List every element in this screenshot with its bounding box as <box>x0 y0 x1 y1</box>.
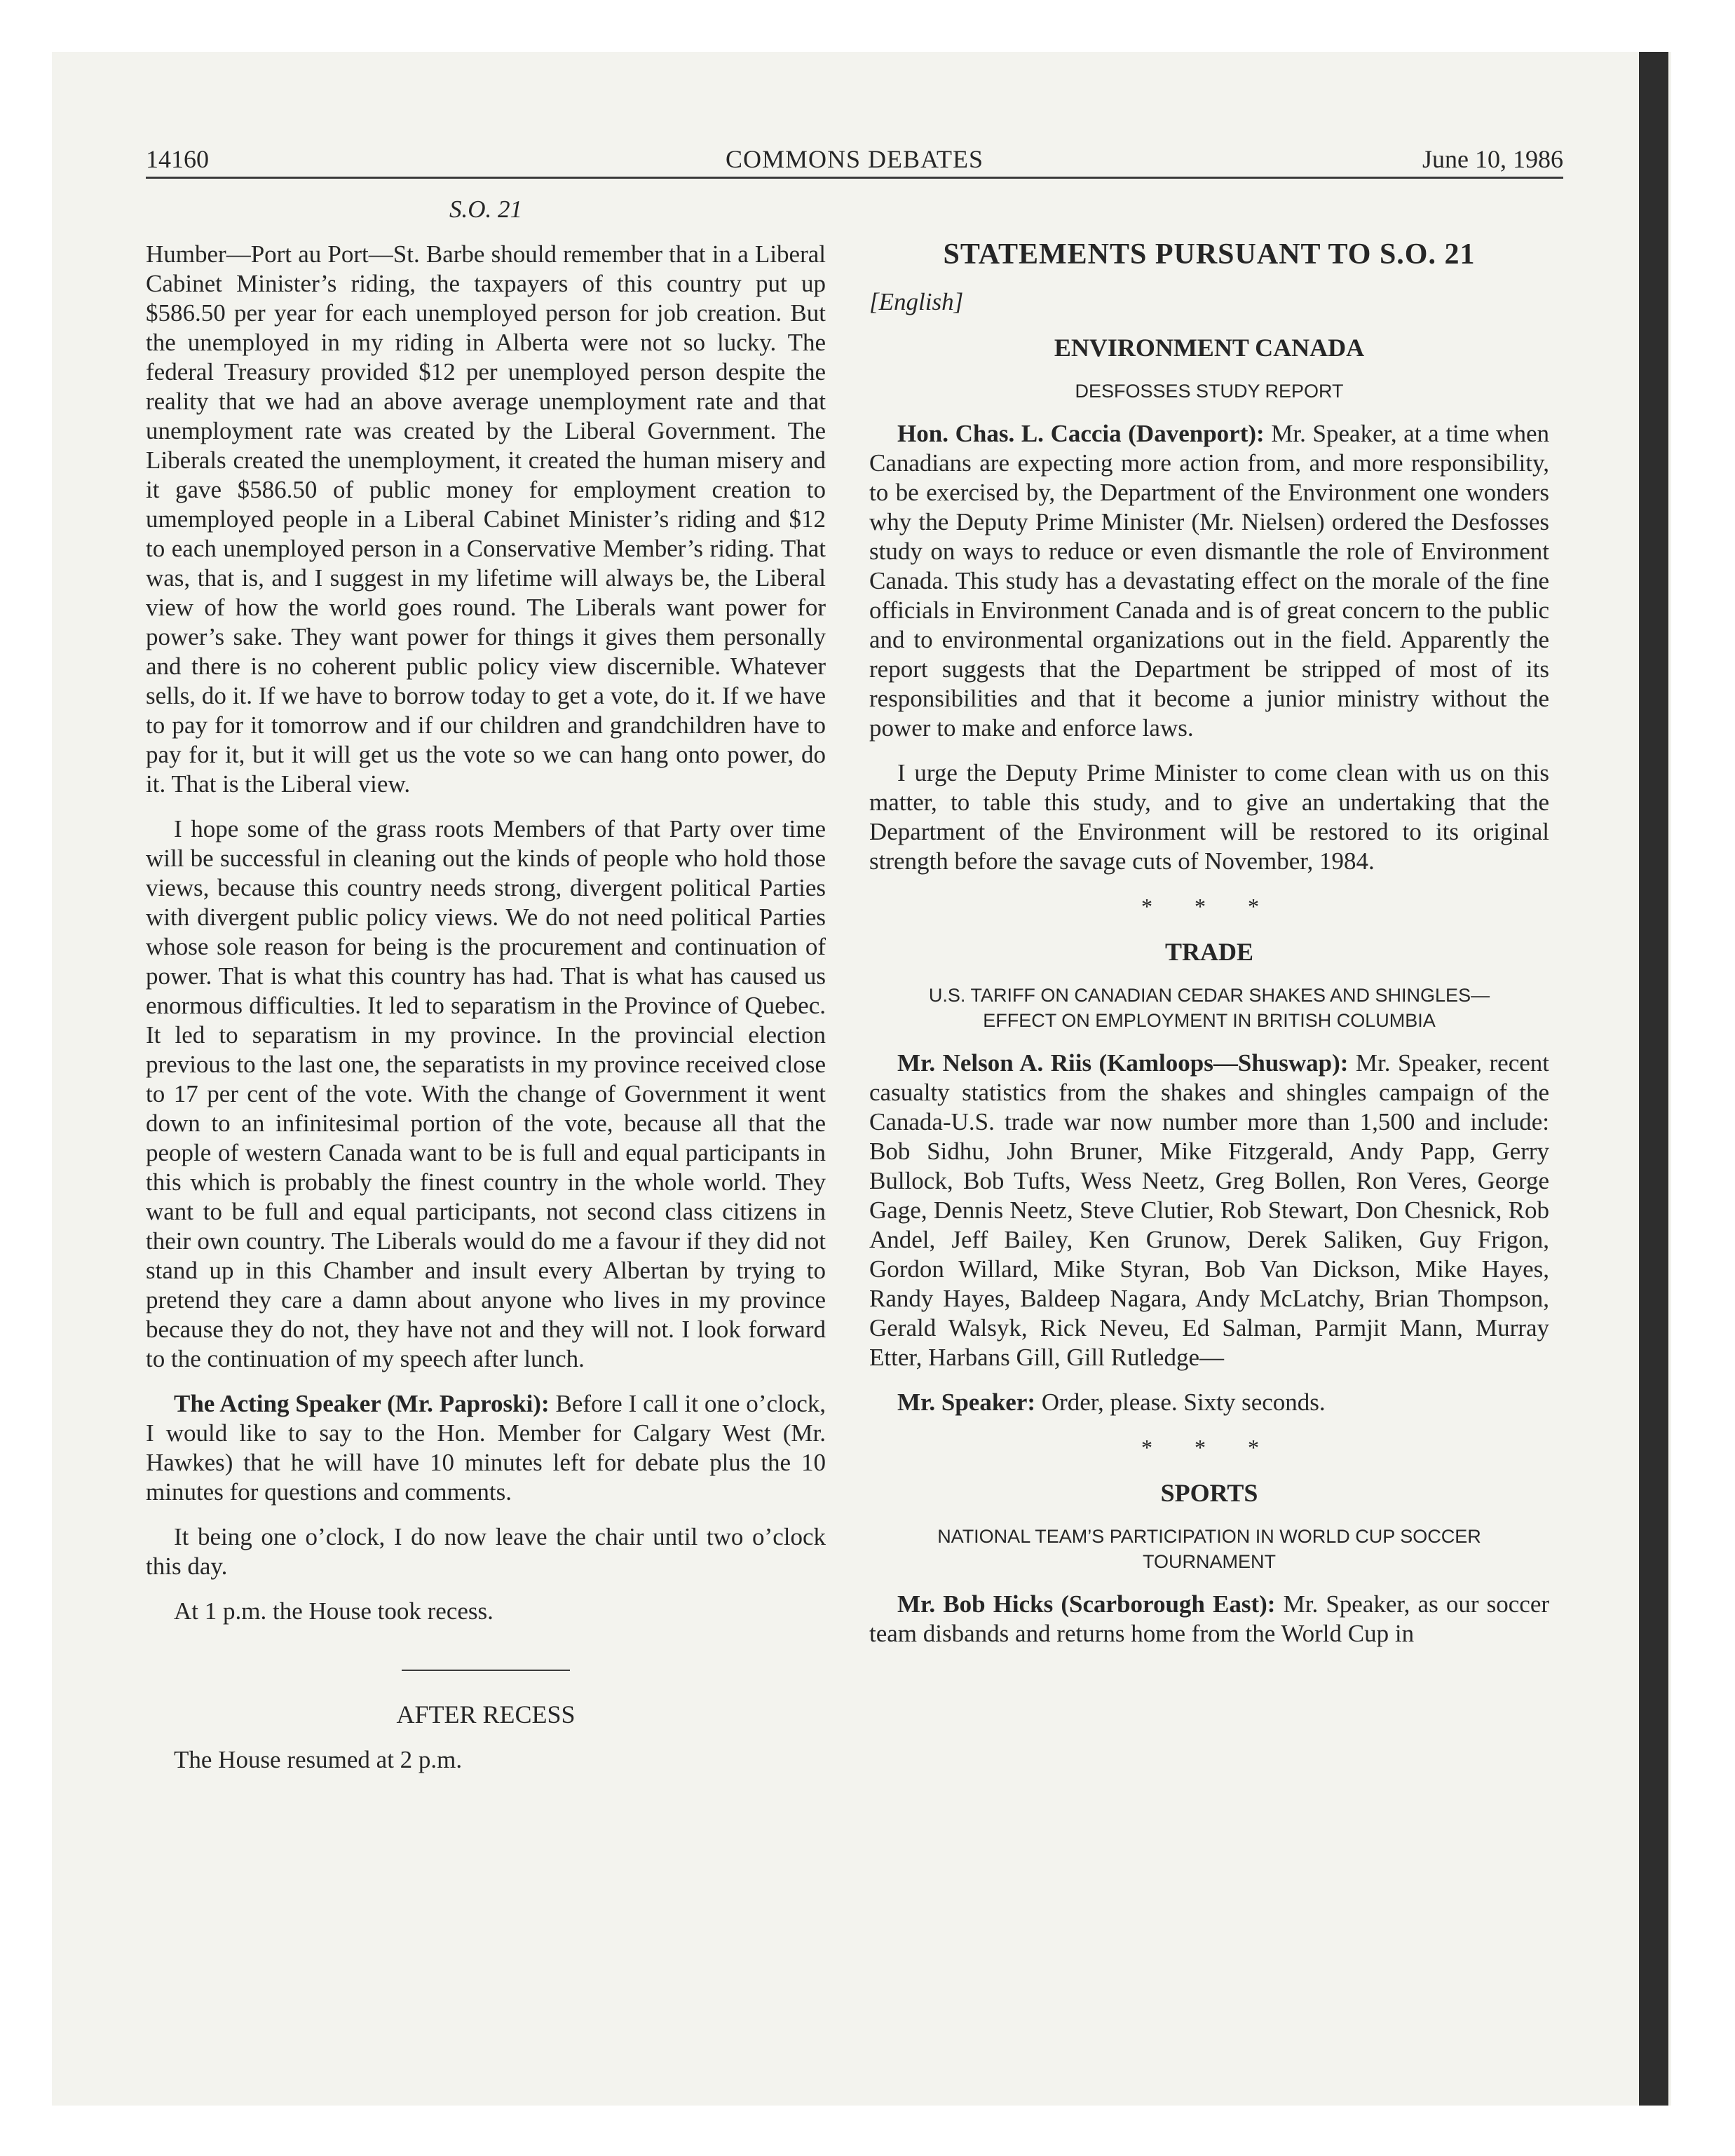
trade-subheading <box>869 983 1549 1033</box>
sports-heading: SPORTS <box>1160 1479 1258 1507</box>
speaker-name: The Acting Speaker (Mr. Paproski): <box>174 1390 550 1417</box>
paragraph: It being one o’clock, I do now leave the chair until two o’clock this day. <box>146 1523 826 1580</box>
paragraph-acting-speaker <box>146 1389 826 1507</box>
separator-asterisks: * * * <box>1141 894 1277 919</box>
paragraph-recess: At 1 p.m. the House took recess. <box>174 1597 494 1625</box>
page-header <box>146 144 1563 175</box>
subheading-line: EFFECT ON EMPLOYMENT IN BRITISH COLUMBIA <box>983 1010 1436 1031</box>
paragraph-resumed: The House resumed at 2 p.m. <box>174 1746 463 1773</box>
running-head: S.O. 21 <box>449 196 523 223</box>
speech-text: Mr. Speaker, recent casualty statistics from the shakes and shingles campaign of the Canada-U.S. trade war now number more than 1,500 and include: Bob Sidhu, John Bruner, Mike Fitzgerald, Andy Papp, Gerry Bullock, Bob Tufts, Wess Neetz, Greg Bollen, Ron Veres, George Gage, Dennis Neetz, Steve Clutier, Rob Stewart, Don Chesnick, Rob Andel, Jeff Bailey, Ken Grunow, Derek Saliken, Guy Frigon, Gordon Willard, Mike Styran, Bob Van Dickson, Mike Hayes, Randy Hayes, Baldeep Nagara, Andy McLatchy, Brian Thompson, Gerald Walsyk, Rick Neveu, Ed Salman, Parmjit Mann, Murray Etter, Harbans Gill, Gill Rutledge— <box>869 1049 1549 1371</box>
speech-text: Mr. Speaker, at a time when Canadians are expecting more action from, and more responsibility, to be exercised by, the Department of the Environment one wonders why the Deputy Prime Minister (Mr. Nielsen) ordered the Desfosses study on ways to reduce or even dismantle the role of Environment Canada. This study has a devastating effect on the morale of the fine officials in Environment Canada and is of great concern to the public and to environmental organizations out in the field. Apparently the report suggests that the Department be stripped of most of its responsibilities and that it become a junior ministry without the power to make and enforce laws. <box>869 420 1549 742</box>
trade-heading: TRADE <box>1164 938 1254 966</box>
subheading-line: U.S. TARIFF ON CANADIAN CEDAR SHAKES AND SHINGLES— <box>928 985 1490 1006</box>
speech-text: Order, please. Sixty seconds. <box>1035 1389 1326 1416</box>
paragraph: I hope some of the grass roots Members of that Party over time will be successful in cleaning out the kinds of people who hold those views, because this country needs strong, divergent political Parties with divergent public policy views. We do not need political Parties whose sole reason for being is the procurement and continuation of power. That is what this country has had. That is what has caused us enormous difficulties. It led to separatism in the Province of Quebec. It led to separatism in my province. In the provincial election previous to the last one, the separatists in my province received close to 17 per cent of the vote. With the change of Government it went down to an infinitesimal portion of the vote, because all that the people of western Canada want to be is full and equal participants in this which is probably the finest country in the whole world. They want to be full and equal participants, not second class citizens in their own country. The Liberals would do me a favour if they did not stand up in this Chamber and insult every Albertan by trying to pretend they care a damn about anyone who lives in my province because they do not, they have not and they will not. I look forward to the continuation of my speech after lunch. <box>146 815 826 1372</box>
sports-subheading <box>869 1524 1549 1574</box>
section-title: STATEMENTS PURSUANT TO S.O. 21 <box>943 238 1476 271</box>
paragraph-caccia <box>869 419 1549 743</box>
speech-text: Mr. Speaker, as our soccer team disbands and returns home from the World Cup in <box>869 1590 1550 1647</box>
publication-title: COMMONS DEBATES <box>725 145 984 173</box>
speaker-name: Hon. Chas. L. Caccia (Davenport): <box>897 420 1265 447</box>
scan-edge-shadow <box>1639 52 1668 2106</box>
paragraph-speaker <box>869 1388 1549 1417</box>
header-rule <box>146 177 1563 179</box>
environment-subheading: DESFOSSES STUDY REPORT <box>1075 381 1344 402</box>
paragraph-riis <box>869 1049 1549 1372</box>
publication-date: June 10, 1986 <box>1422 145 1563 173</box>
paragraph-continued: Humber—Port au Port—St. Barbe should remember that in a Liberal Cabinet Minister’s riding, the taxpayers of this country put up $586.50 per year for each unemployed person for job creation. But the unemployed in my riding in Alberta were not so lucky. The federal Treasury provided $12 per unemployed person despite the reality that we had an above average unemployment rate and that unemployment rate was created by the Liberal Government. The Liberals created the unemployment, it created the human misery and it gave $586.50 of public money for employment creation to umemployed people in a Liberal Cabinet Minister’s riding and $12 to each unemployed person in a Conservative Member’s riding. That was, that is, and I suggest in my lifetime will always be, the Liberal view of how the world goes round. The Liberals want power for power’s sake. They want power for things it gives them personally and there is no coherent public policy view discernible. Whatever sells, do it. If we have to borrow today to get a vote, do it. If we have to pay for it tomorrow and if our children and grandchildren have to pay for it, but it will get us the vote so we can hang onto power, do it. That is the Liberal view. <box>146 240 826 798</box>
speech-text: Before I call it one o’clock, I would like to say to the Hon. Member for Calgary West (Mr. Hawkes) that he will have 10 minutes left for debate plus the 10 minutes for questions and comments. <box>146 1390 826 1506</box>
page-number: 14160 <box>146 145 209 173</box>
paragraph: I urge the Deputy Prime Minister to come clean with us on this matter, to table this study, and to give an undertaking that the Department of the Environment will be restored to its original strength before the savage cuts of November, 1984. <box>869 759 1549 875</box>
paragraph-hicks <box>869 1590 1549 1649</box>
speaker-name: Mr. Nelson A. Riis (Kamloops—Shuswap): <box>897 1049 1349 1077</box>
section-divider <box>402 1670 570 1671</box>
language-tag: [English] <box>869 288 964 315</box>
right-column <box>869 195 1549 1664</box>
left-column <box>146 195 826 1790</box>
subheading-line: TOURNAMENT <box>1142 1551 1276 1572</box>
subheading-line: NATIONAL TEAM’S PARTICIPATION IN WORLD CUP SOCCER <box>937 1526 1481 1547</box>
environment-heading: ENVIRONMENT CANADA <box>1054 334 1365 362</box>
after-recess-heading: AFTER RECESS <box>396 1700 576 1728</box>
speaker-name: Mr. Speaker: <box>897 1389 1036 1416</box>
separator-asterisks: * * * <box>1141 1435 1277 1460</box>
speaker-name: Mr. Bob Hicks (Scarborough East): <box>897 1590 1276 1618</box>
